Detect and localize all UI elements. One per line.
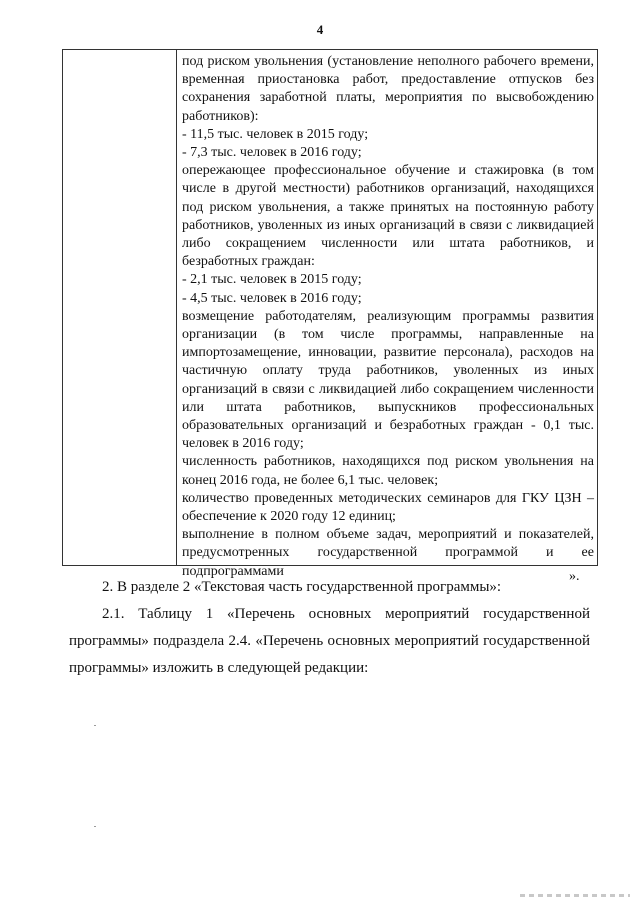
- table-left-cell: [63, 50, 177, 565]
- scan-speck: [94, 826, 96, 827]
- scan-artifact-marks: [520, 894, 630, 897]
- table-paragraph: - 11,5 тыс. человек в 2015 году;: [182, 126, 369, 142]
- page-number: 4: [316, 22, 324, 37]
- table-paragraph: - 4,5 тыс. человек в 2016 году;: [182, 290, 362, 306]
- table-paragraph: - 7,3 тыс. человек в 2016 году;: [182, 145, 362, 161]
- table-paragraph: возмещение работодателям, реализующим программы развития организации (в том числе программы, направленные на импортозамещение, инновации, развитие персонала), расходов на частичную оплату труда работников, уволенных из иных организаций в связи с ликвидацией либо сокращением численности или штата работников, выпускников профессиональных образовательных организаций и безработных граждан - 0,1 тыс. человек в 2016 году;: [182, 308, 594, 452]
- table-instruction-text: 2.1. Таблицу 1 «Перечень основных мероприятий государственной программы» подраздела 2.4. «Перечень основных мероприятий государственной программы» изложить в следующей редакции:: [69, 606, 590, 676]
- table-paragraph: опережающее профессиональное обучение и стажировка (в том числе в другой местности) работников организаций, находящихся под риском увольнения, а также принятых на постоянную работу работников, уволенных из иных организаций в связи с ликвидацией либо сокращением численности или штата работников, и безработных граждан:: [182, 163, 594, 270]
- table-right-cell: [177, 50, 597, 579]
- table-instruction: [69, 601, 590, 682]
- section-heading: [69, 574, 590, 601]
- table-paragraph: под риском увольнения (установление неполного рабочего времени, временная приостановка работ, предоставление отпусков без сохранения заработной платы, мероприятия по высвобождению работников):: [182, 54, 594, 124]
- table-paragraph: количество проведенных методических семинаров для ГКУ ЦЗН – обеспечение к 2020 году 12 единиц;: [182, 490, 594, 525]
- continuation-table: [62, 49, 598, 579]
- table-paragraph: - 2,1 тыс. человек в 2015 году;: [182, 272, 362, 288]
- scan-speck: [94, 725, 96, 726]
- closing-quote: ».: [569, 569, 580, 584]
- table-paragraph: численность работников, находящихся под риском увольнения на конец 2016 года, не более 6,1 тыс. человек;: [182, 454, 594, 488]
- section-heading-text: 2. В разделе 2 «Текстовая часть государственной программы»:: [102, 579, 502, 595]
- table-paragraph: выполнение в полном объеме задач, мероприятий и показателей, предусмотренных государственной программой и ее подпрограммами: [182, 527, 594, 579]
